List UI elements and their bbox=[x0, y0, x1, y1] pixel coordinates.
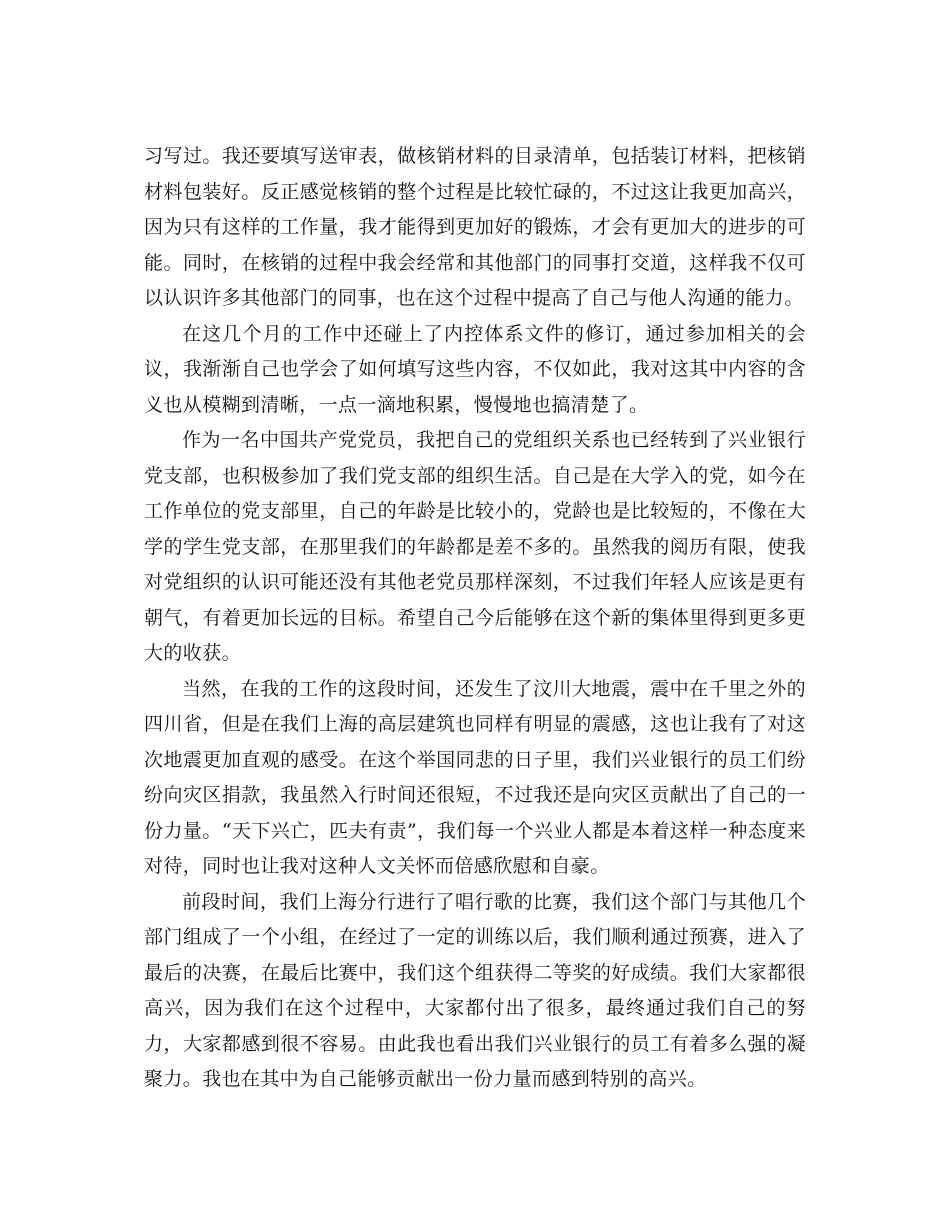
paragraph-continued: 习写过。我还要填写送审表，做核销材料的目录清单，包括装订材料，把核销材料包装好。反正感觉核销的整个过程是比较忙碌的，不过这让我更加高兴，因为只有这样的工作量，我才能得到更加好的锻炼，才会有更加大的进步的可能。同时，在核销的过程中我会经常和其他部门的同事打交道，这样我不仅可以认识许多其他部门的同事，也在这个过程中提高了自己与他人沟通的能力。 bbox=[144, 145, 806, 309]
document-body bbox=[144, 139, 806, 1098]
paragraph-singing-contest: 前段时间，我们上海分行进行了唱行歌的比赛，我们这个部门与其他几个部门组成了一个小组，在经过了一定的训练以后，我们顺利通过预赛，进入了最后的决赛，在最后比赛中，我们这个组获得二等奖的好成绩。我们大家都很高兴，因为我们在这个过程中，大家都付出了很多，最终通过我们自己的努力，大家都感到很不容易。由此我也看出我们兴业银行的员工有着多么强的凝聚力。我也在其中为自己能够贡献出一份力量而感到特别的高兴。 bbox=[144, 890, 806, 1090]
paragraph-internal-control: 在这几个月的工作中还碰上了内控体系文件的修订，通过参加相关的会议，我渐渐自己也学会了如何填写这些内容，不仅如此，我对这其中内容的含义也从模糊到清晰，一点一滴地积累，慢慢地也搞清楚了。 bbox=[144, 322, 806, 416]
paragraph-party-member: 作为一名中国共产党党员，我把自己的党组织关系也已经转到了兴业银行党支部，也积极参加了我们党支部的组织生活。自己是在大学入的党，如今在工作单位的党支部里，自己的年龄是比较小的，党龄也是比较短的，不像在大学的学生党支部，在那里我们的年龄都是差不多的。虽然我的阅历有限，使我对党组织的认识可能还没有其他老党员那样深刻，不过我们年轻人应该是更有朝气，有着更加长远的目标。希望自己今后能够在这个新的集体里得到更多更大的收获。 bbox=[144, 429, 806, 664]
paragraph-earthquake: 当然，在我的工作的这段时间，还发生了汶川大地震，震中在千里之外的四川省，但是在我们上海的高层建筑也同样有明显的震感，这也让我有了对这次地震更加直观的感受。在这个举国同悲的日子里，我们兴业银行的员工们纷纷向灾区捐款，我虽然入行时间还很短，不过我还是向灾区贡献出了自己的一份力量。“天下兴亡，匹夫有责”，我们每一个兴业人都是本着这样一种态度来对待，同时也让我对这种人文关怀而倍感欣慰和自豪。 bbox=[144, 677, 806, 877]
